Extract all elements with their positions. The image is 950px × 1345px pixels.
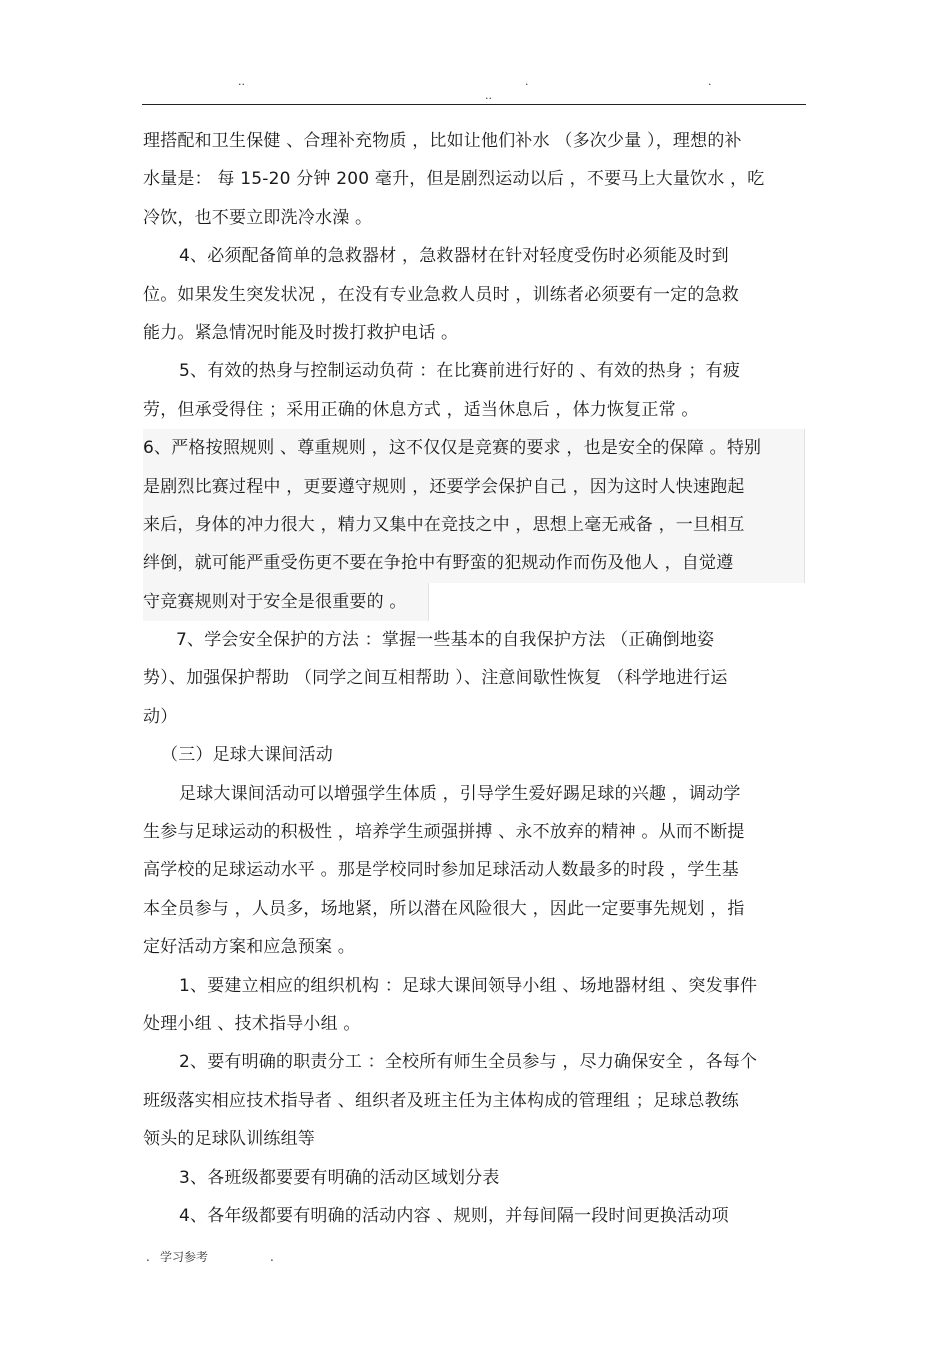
footer-dot: .: [270, 1250, 274, 1264]
text-line: 班级落实相应技术指导者 、组织者及班主任为主体构成的管理组 ；足球总教练: [143, 1090, 740, 1111]
document-body: [143, 122, 805, 1235]
section-heading: （三）足球大课间活动: [161, 745, 333, 766]
text-line: 绊倒，就可能严重受伤更不要在争抢中有野蛮的犯规动作而伤及他人 ，自觉遵: [143, 544, 805, 582]
header-dot: ..: [485, 89, 492, 102]
text-line: 领头的足球队训练组等: [143, 1129, 315, 1150]
text-line: 是剧烈比赛过程中 ，更要遵守规则 ，还要学会保护自己 ，因为这时人快速跑起: [143, 468, 805, 506]
header-dot: .: [525, 75, 529, 88]
footer-dot: .: [146, 1250, 150, 1264]
text-line: 本全员参与 ，人员多，场地紧，所以潜在风险很大 ，因此一定要事先规划 ，指: [143, 898, 745, 919]
text-line: 处理小组 、技术指导小组 。: [143, 1013, 361, 1034]
text-line: 劳，但承受得住 ；采用正确的休息方式 ，适当休息后 ，体力恢复正常 。: [143, 399, 699, 420]
text-line: 定好活动方案和应急预案 。: [143, 937, 356, 958]
text-line: 4、各年级都要有明确的活动内容 、规则，并每间隔一段时间更换活动项: [179, 1205, 729, 1226]
text-line: 位。如果发生突发状况 ，在没有专业急救人员时 ，训练者必须要有一定的急救: [143, 284, 740, 305]
text-line: 足球大课间活动可以增强学生体质 ，引导学生爱好踢足球的兴趣 ，调动学: [179, 783, 741, 804]
text-line: 5、有效的热身与控制运动负荷 ：在比赛前进行好的 、有效的热身 ；有疲: [179, 361, 741, 382]
text-line: 高学校的足球运动水平 。那是学校同时参加足球活动人数最多的时段 ，学生基: [143, 860, 740, 881]
text-line: 3、各班级都要要有明确的活动区域划分表: [179, 1167, 500, 1188]
header-dot: .: [708, 75, 712, 88]
text-line: 能力。紧急情况时能及时拨打救护电话 。: [143, 322, 459, 343]
text-line: 来后，身体的冲力很大 ，精力又集中在竞技之中 ，思想上毫无戒备 ，一旦相互: [143, 506, 805, 544]
text-line: 理搭配和卫生保健 、合理补充物质 ，比如让他们补水 （多次少量 ），理想的补: [143, 131, 742, 151]
text-line: 势）、加强保护帮助 （同学之间互相帮助 ）、注意间歇性恢复 （科学地进行运: [143, 668, 728, 689]
text-line: 守竞赛规则对于安全是很重要的 。: [143, 583, 429, 621]
text-line: 冷饮，也不要立即洗冷水澡 。: [143, 207, 373, 228]
text-line: 6、严格按照规则 、尊重规则 ，这不仅仅是竞赛的要求 ，也是安全的保障 。特别: [143, 429, 805, 467]
text-line: 动）: [143, 706, 178, 727]
header-rule: [142, 104, 806, 105]
footer-label: 学习参考: [160, 1250, 209, 1264]
text-line: 2、要有明确的职责分工 ：全校所有师生全员参与 ，尽力确保安全 ，各每个: [179, 1052, 758, 1073]
text-line: 生参与足球运动的积极性 ，培养学生顽强拼搏 、永不放弃的精神 。从而不断提: [143, 822, 745, 843]
text-line: 4、必须配备简单的急救器材 ，急救器材在针对轻度受伤时必须能及时到: [179, 246, 729, 267]
text-line: 1、要建立相应的组织机构 ：足球大课间领导小组 、场地器材组 、突发事件: [179, 975, 758, 996]
text-line: 7、学会安全保护的方法 ：掌握一些基本的自我保护方法 （正确倒地姿: [176, 630, 715, 651]
text-line: 水量是： 每 15-20 分钟 200 毫升，但是剧烈运动以后 ，不要马上大量饮水 ，吃: [143, 169, 765, 190]
header-dot: ..: [238, 75, 245, 88]
